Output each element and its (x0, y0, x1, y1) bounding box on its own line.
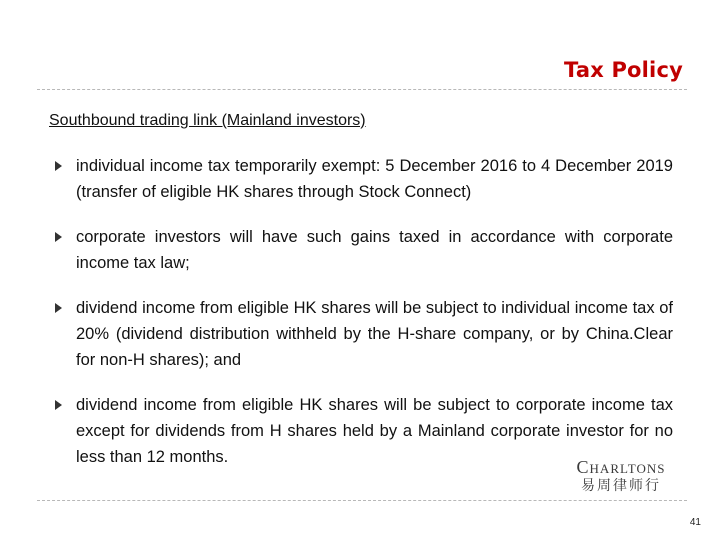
bullet-text: individual income tax temporarily exempt: 5 December 2016 to 4 December 2019 (transfer of eligible HK shares through Stock Connect) (76, 157, 673, 201)
bullet-item (49, 153, 673, 205)
triangle-right-icon (55, 400, 62, 410)
bullet-text: dividend income from eligible HK shares will be subject to individual income tax of 20% (dividend distribution withheld by the H-share company, or by China.Clear for non-H shares); and (76, 299, 673, 369)
bullet-item (49, 295, 673, 373)
section-heading: Southbound trading link (Mainland investors) (49, 112, 366, 129)
triangle-right-icon (55, 161, 62, 171)
slide-title: Tax Policy (564, 58, 683, 82)
bullet-text: corporate investors will have such gains taxed in accordance with corporate income tax law; (76, 228, 673, 272)
logo-name: Charltons (576, 457, 666, 477)
page-number: 41 (689, 517, 701, 528)
triangle-right-icon (55, 232, 62, 242)
top-divider (37, 89, 687, 90)
charltons-logo (557, 457, 685, 495)
logo-chinese-name: 易周律师行 (581, 478, 661, 494)
bullet-list (49, 153, 673, 489)
bullet-text: dividend income from eligible HK shares will be subject to corporate income tax except for dividends from H shares held by a Mainland corporate investor for no less than 12 months. (76, 396, 673, 466)
bottom-divider (37, 500, 687, 501)
triangle-right-icon (55, 303, 62, 313)
bullet-item (49, 224, 673, 276)
